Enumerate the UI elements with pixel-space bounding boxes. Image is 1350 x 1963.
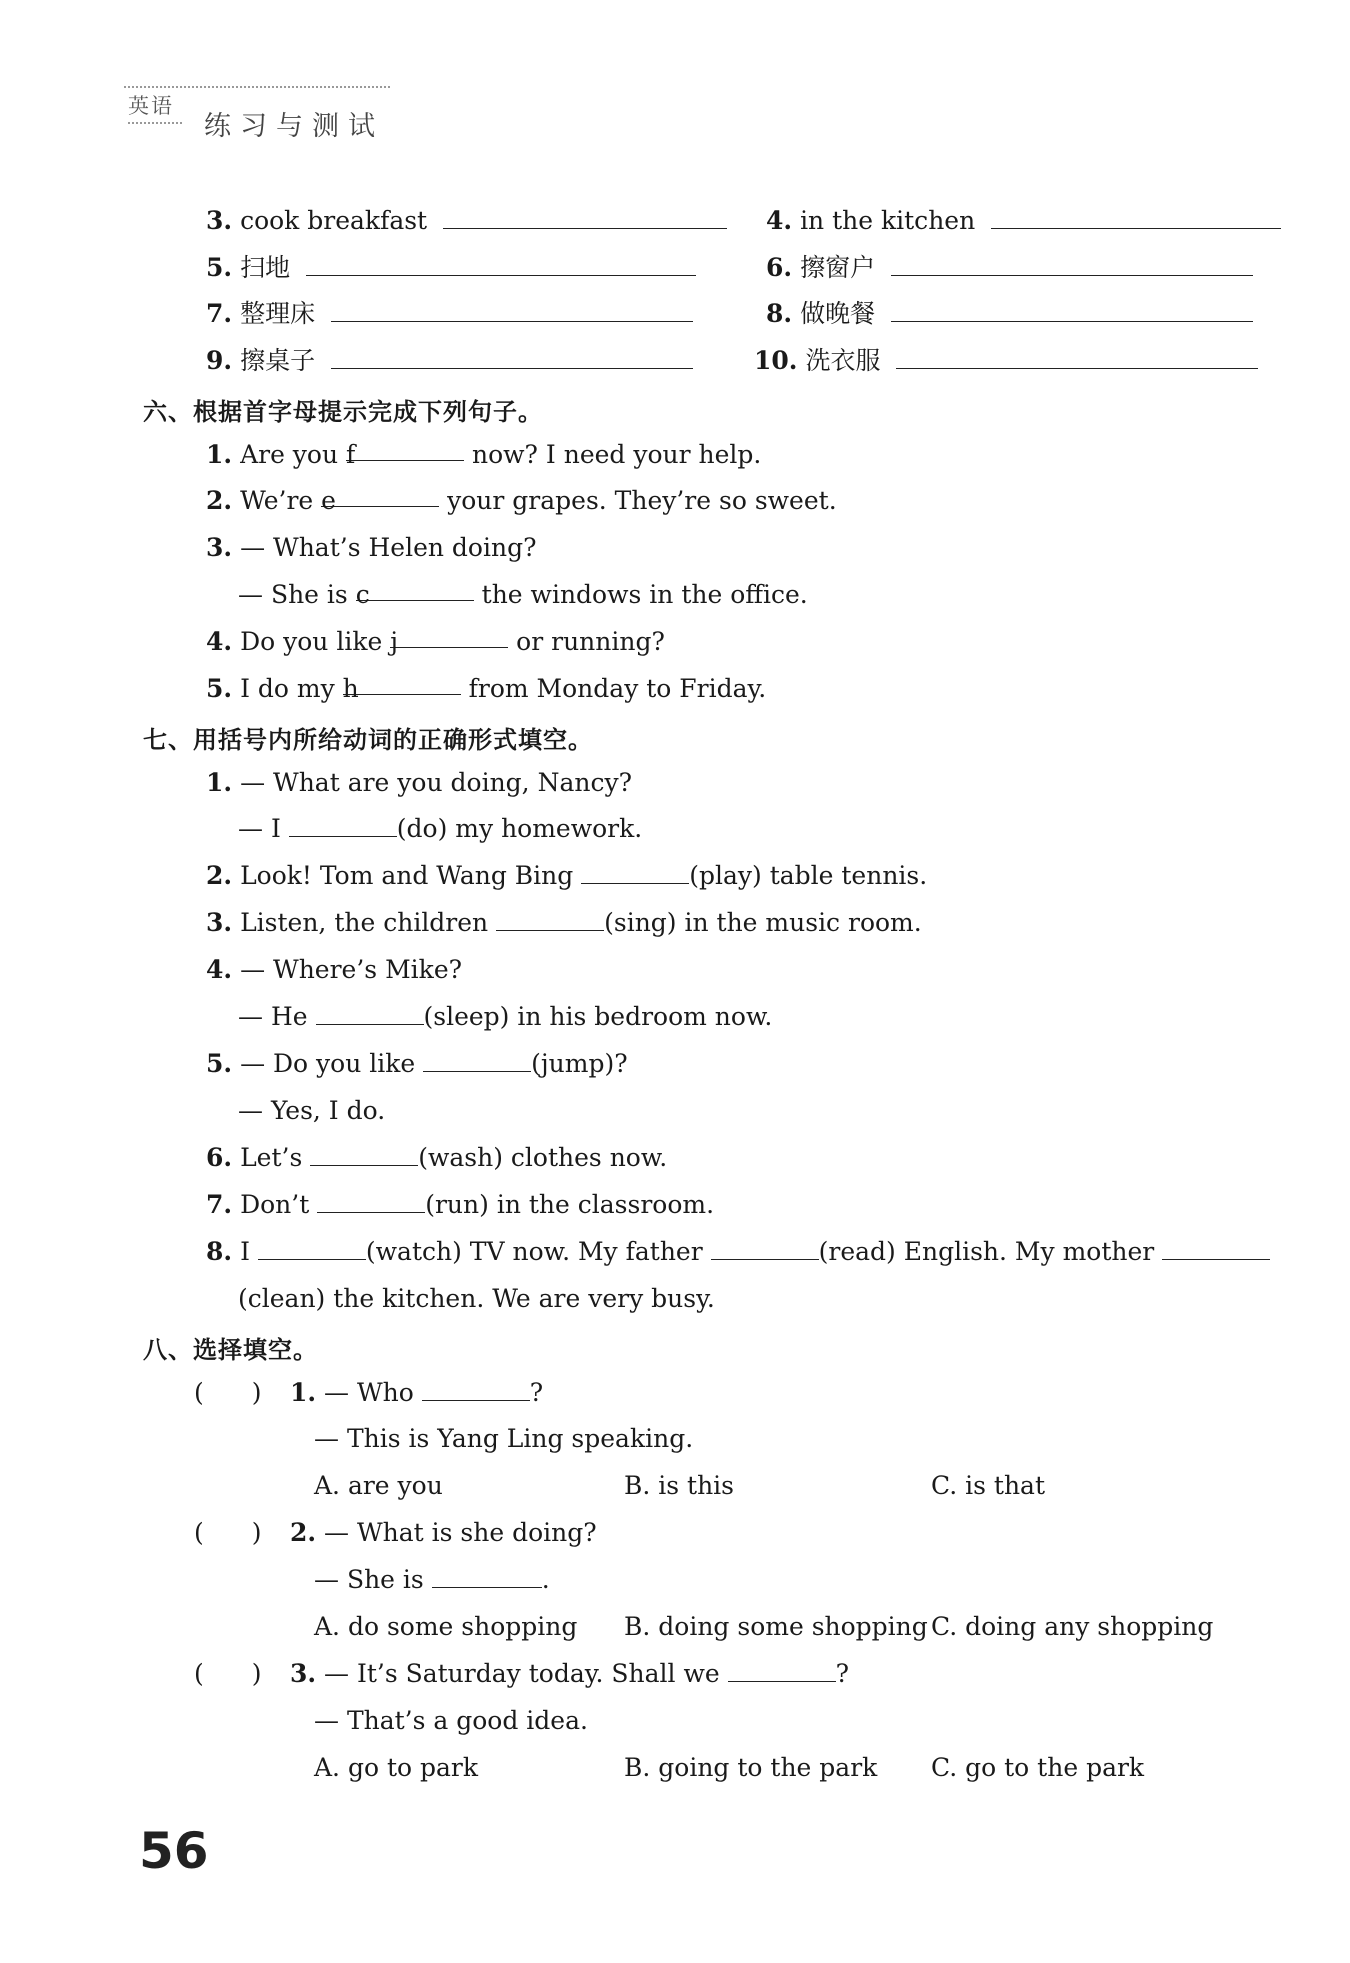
vocab-item [766,297,1253,331]
section-7-item [238,1282,715,1316]
mc-option-b[interactable]: B. is this [624,1471,735,1500]
answer-blank[interactable] [289,814,397,837]
mc-reply: — This is Yang Ling speaking. [314,1424,694,1453]
answer-blank[interactable] [891,299,1253,322]
item-number: 7. [206,299,233,328]
mc-option-a[interactable]: A. are you [314,1471,443,1500]
answer-blank[interactable] [258,1237,366,1260]
vocab-text: 整理床 [240,299,316,328]
sentence-text: in his bedroom now. [509,1002,773,1031]
sentence-text: Do you like [240,627,391,656]
answer-blank[interactable] [581,861,689,884]
section-7-item [238,1000,772,1034]
sentence-text: or running? [516,627,665,656]
vocab-item [206,344,693,378]
section-7-item [238,1094,385,1128]
section-7-item [206,953,462,987]
mc-question [194,1657,849,1691]
item-number: 3. [206,908,233,937]
section-7-item [206,906,922,940]
verb-hint: (sing) [604,908,677,937]
sentence-text: in the music room. [676,908,922,937]
vocab-text: 擦窗户 [800,253,876,282]
answer-blank[interactable] [896,346,1258,369]
header-title: 练习与测试 [204,111,384,142]
answer-blank[interactable] [991,206,1281,229]
section-6-item [206,438,761,472]
sentence-text: now? I need your help. [472,440,762,469]
question-stem: — What is she doing? [324,1518,597,1547]
section-6-title: 六、根据首字母提示完成下列句子。 [143,398,543,426]
item-number: 1. [289,1378,317,1407]
answer-blank[interactable]: j [390,625,508,648]
verb-hint: (wash) [418,1143,503,1172]
vocab-text: cook breakfast [240,206,428,235]
answer-blank[interactable] [306,253,696,276]
answer-blank[interactable] [331,346,693,369]
sentence-text: your grapes. They’re so sweet. [447,486,837,515]
page-number: 56 [139,1822,209,1880]
question-stem: — It’s Saturday today. Shall we [324,1659,728,1688]
verb-hint: (play) [689,861,762,890]
sentence-text: from Monday to Friday. [468,674,767,703]
item-number: 2. [289,1518,317,1547]
item-number: 7. [206,1190,233,1219]
answer-blank[interactable]: h [343,672,461,695]
answer-blank[interactable] [316,1002,424,1025]
vocab-item [206,297,693,331]
sentence-text: — Do you like [240,1049,424,1078]
mc-option-b[interactable]: B. doing some shopping [624,1612,928,1641]
section-7-item [206,1188,714,1222]
item-number: 5. [206,1049,233,1078]
vocab-text: 洗衣服 [805,346,881,375]
item-number: 4. [766,206,793,235]
answer-blank[interactable]: e [321,484,439,507]
answer-blank[interactable] [422,1378,530,1401]
answer-blank[interactable]: f [346,438,464,461]
section-7-item [206,859,927,893]
mc-reply: — That’s a good idea. [314,1706,588,1735]
verb-hint: (do) [396,814,448,843]
sentence-text: — What are you doing, Nancy? [240,768,632,797]
section-8-title: 八、选择填空。 [143,1336,318,1364]
section-6-item [206,531,536,565]
answer-paren[interactable] [194,1657,282,1691]
mc-question [194,1516,597,1550]
paren-open: ( [194,1518,204,1547]
verb-hint: (jump)? [531,1049,628,1078]
verb-hint: (watch) [365,1237,462,1266]
sentence-text: Let’s [240,1143,311,1172]
item-number: 3. [289,1659,317,1688]
sentence-text: Don’t [240,1190,318,1219]
item-number: 8. [766,299,793,328]
sentence-text: in the classroom. [488,1190,715,1219]
sentence-text: English. My mother [895,1237,1163,1266]
item-number: 3. [206,533,233,562]
item-number: 3. [206,206,233,235]
answer-blank[interactable] [1162,1237,1270,1260]
mc-option-b[interactable]: B. going to the park [624,1753,878,1782]
item-number: 1. [206,440,233,469]
section-7-item [206,766,632,800]
question-stem: ? [529,1378,544,1407]
sentence-text: — Yes, I do. [238,1096,386,1125]
section-7-item [206,1047,628,1081]
section-6-item [206,625,665,659]
sentence-text: clothes now. [502,1143,668,1172]
sentence-text: the windows in the office. [481,580,808,609]
item-number: 4. [206,955,233,984]
answer-blank[interactable]: c [356,578,474,601]
sentence-text: — I [238,814,289,843]
header-divider [124,86,390,88]
vocab-item [754,344,1258,378]
vocab-text: 扫地 [240,253,291,282]
item-number: 10. [754,346,798,375]
verb-hint: (sleep) [423,1002,510,1031]
vocab-item [766,251,1253,285]
sentence-text: — She is [238,580,356,609]
item-number: 9. [206,346,233,375]
answer-blank[interactable] [317,1190,425,1213]
answer-blank[interactable] [310,1143,418,1166]
vocab-text: 擦桌子 [240,346,316,375]
section-7-item [238,812,642,846]
sentence-text: — What’s Helen doing? [240,533,537,562]
vocab-text: 做晚餐 [800,299,876,328]
item-number: 5. [206,253,233,282]
paren-open: ( [194,1378,204,1407]
question-stem: ? [835,1659,850,1688]
section-7-title: 七、用括号内所给动词的正确形式填空。 [143,726,593,754]
item-number: 6. [206,1143,233,1172]
verb-hint: (run) [425,1190,489,1219]
answer-blank[interactable] [891,253,1253,276]
mc-option-a[interactable]: A. do some shopping [314,1612,578,1641]
item-number: 1. [206,768,233,797]
answer-paren[interactable] [194,1376,282,1410]
sentence-text: Listen, the children [240,908,497,937]
sentence-text: I [240,1237,258,1266]
vocab-item [766,204,1281,238]
sentence-text: We’re [240,486,322,515]
section-7-item [206,1235,1270,1269]
mc-question [194,1376,543,1410]
item-number: 8. [206,1237,233,1266]
answer-paren[interactable] [194,1516,282,1550]
item-number: 5. [206,674,233,703]
answer-blank[interactable] [443,206,727,229]
sentence-text: Are you [240,440,347,469]
item-number: 4. [206,627,233,656]
sentence-text: — Where’s Mike? [240,955,463,984]
vocab-item [206,251,696,285]
answer-blank[interactable] [728,1659,836,1682]
mc-option-c[interactable]: C. is that [931,1471,1046,1500]
item-number: 6. [766,253,793,282]
reply-text: — She is [314,1565,432,1594]
answer-blank[interactable] [496,908,604,931]
paren-close: ) [251,1378,262,1407]
sentence-text: — He [238,1002,316,1031]
section-6-item [238,578,808,612]
item-number: 2. [206,486,233,515]
reply-text: . [541,1565,550,1594]
sentence-text: table tennis. [761,861,928,890]
mc-reply [314,1563,550,1597]
verb-hint: (read) [818,1237,896,1266]
vocab-item [206,204,727,238]
mc-option-c[interactable]: C. doing any shopping [931,1612,1214,1641]
paren-close: ) [251,1518,262,1547]
answer-blank[interactable] [432,1565,542,1588]
mc-option-a[interactable]: A. go to park [314,1753,479,1782]
section-6-item [206,484,837,518]
answer-blank[interactable] [711,1237,819,1260]
section-7-item [206,1141,667,1175]
item-number: 2. [206,861,233,890]
section-6-item [206,672,766,706]
vocab-text: in the kitchen [800,206,976,235]
header-subject: 英语 [128,90,182,124]
sentence-text: my homework. [447,814,643,843]
paren-open: ( [194,1659,204,1688]
paren-close: ) [251,1659,262,1688]
sentence-text: TV now. My father [461,1237,711,1266]
sentence-text: (clean) the kitchen. We are very busy. [238,1284,715,1313]
mc-option-c[interactable]: C. go to the park [931,1753,1145,1782]
answer-blank[interactable] [423,1049,531,1072]
sentence-text: Look! Tom and Wang Bing [240,861,582,890]
question-stem: — Who [324,1378,422,1407]
answer-blank[interactable] [331,299,693,322]
sentence-text: I do my [240,674,343,703]
